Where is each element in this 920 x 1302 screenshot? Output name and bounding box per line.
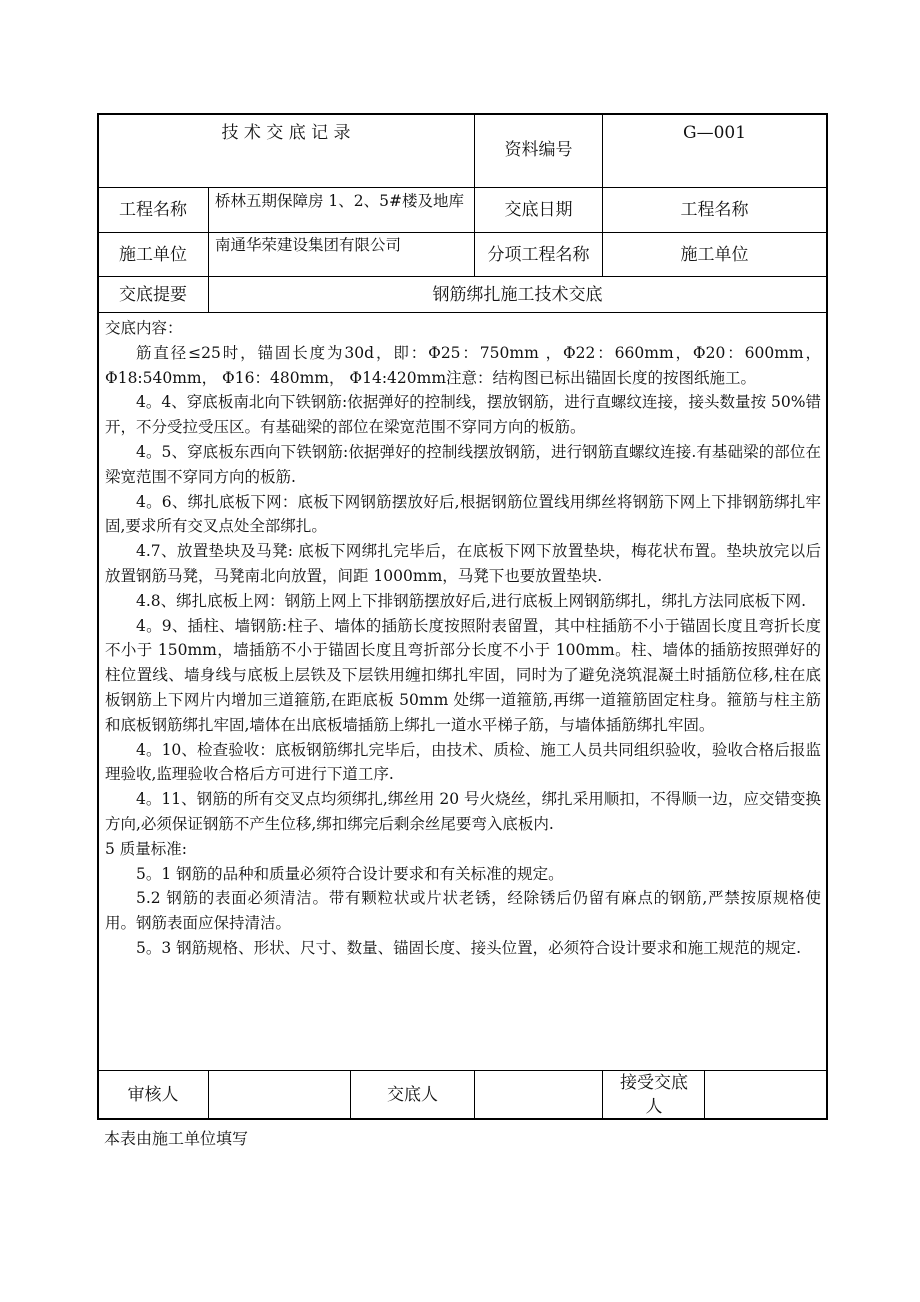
discloser-label: 交底人 (387, 1084, 438, 1105)
content-paragraph: 筋直径≤25时，锚固长度为30d，即：Φ25：750mm ，Φ22：660mm，Φ20：600mm，Φ18:540mm， Φ16：480mm， Φ14:420mm注意：结构图已标出锚固长度的按图纸施工。 (105, 343, 821, 387)
subproject-value: 施工单位 (680, 244, 749, 265)
unit-value: 南通华荣建设集团有限公司 (215, 236, 402, 254)
subproject-label: 分项工程名称 (487, 244, 590, 265)
table-border-right (826, 113, 828, 1120)
project-name-label: 工程名称 (119, 200, 187, 220)
table-border-bottom (97, 1118, 828, 1120)
quality-paragraph: 5。1 钢筋的品种和质量必须符合设计要求和有关标准的规定。 (136, 864, 564, 883)
unit-label: 施工单位 (119, 244, 187, 265)
receiver-label: 接受交底人 (620, 1072, 688, 1117)
row-divider (97, 312, 828, 313)
disclosure-content (105, 316, 821, 961)
summary-label: 交底提要 (119, 284, 187, 305)
quality-heading: 5 质量标准: (105, 839, 188, 858)
table-border-top (97, 113, 828, 115)
quality-paragraph: 5.2 钢筋的表面必须清洁。带有颗粒状或片状老锈，经除锈后仍留有麻点的钢筋,严禁按原规格使用。钢筋表面应保持清洁。 (105, 889, 821, 933)
content-paragraph: 4。11、钢筋的所有交叉点均须绑扎,绑丝用 20 号火烧丝，绑扎采用顺扣，不得顺一边，应交错变换方向,必须保证钢筋不产生位移,绑扣绑完后剩余丝尾要弯入底板内. (105, 790, 821, 833)
quality-paragraph: 5。3 钢筋规格、形状、尺寸、数量、锚固长度、接头位置，必须符合设计要求和施工规范的规定. (136, 938, 802, 957)
content-heading: 交底内容： (105, 319, 183, 337)
form-title: 技 术 交 底 记 录 (221, 123, 351, 143)
doc-no-value: G—001 (682, 123, 747, 143)
content-paragraph: 4。9、插柱、墙钢筋:柱子、墙体的插筋长度按照附表留置，其中柱插筋不小于锚固长度且弯折长度不小于 150mm，墙插筋不小于锚固长度且弯折部分长度不小于 100mm。柱、墙体的插筋按照弹好的柱位置线、墙身线与底板上层铁及下层铁用缠扣绑扎牢固，同时为了避免浇筑混凝土时插筋位移,柱在底板钢筋上下网片内增加三道箍筋,在距底板 50mm 处绑一道箍筋,再绑一道箍筋固定柱身。箍筋与柱主筋和底板钢筋绑扎牢固,墙体在出底板墙插筋上绑扎一道水平梯子筋，与墙体插筋绑扎牢固。 (105, 616, 821, 734)
content-paragraph: 4.7、放置垫块及马凳: 底板下网绑扎完毕后，在底板下网下放置垫块，梅花状布置。垫块放完以后放置钢筋马凳，马凳南北向放置，间距 1000mm，马凳下也要放置垫块. (105, 542, 821, 585)
content-paragraph: 4.8、绑扎底板上网：钢筋上网上下排钢筋摆放好后,进行底板上网钢筋绑扎，绑扎方法同底板下网. (136, 591, 807, 610)
discloser-signature-field[interactable] (475, 1071, 602, 1118)
receiver-signature-field[interactable] (705, 1071, 826, 1118)
doc-no-label: 资料编号 (504, 140, 573, 160)
project-name-value: 桥林五期保障房 1、2、5#楼及地库 (215, 192, 465, 210)
content-paragraph: 4。5、穿底板东西向下铁钢筋:依据弹好的控制线摆放钢筋，进行钢筋直螺纹连接.有基础梁的部位在梁宽范围不穿同方向的板筋. (105, 442, 821, 486)
footer-note: 本表由施工单位填写 (104, 1129, 249, 1148)
date-value: 工程名称 (680, 200, 749, 220)
content-paragraph: 4。10、检查验收：底板钢筋绑扎完毕后，由技术、质检、施工人员共同组织验收，验收合格后报监理验收,监理验收合格后方可进行下道工序. (105, 740, 821, 784)
reviewer-label: 审核人 (127, 1084, 179, 1105)
col-divider (602, 1070, 603, 1119)
date-label: 交底日期 (504, 200, 573, 220)
reviewer-signature-field[interactable] (209, 1071, 350, 1118)
summary-value: 钢筋绑扎施工技术交底 (432, 284, 603, 305)
content-paragraph: 4。4、穿底板南北向下铁钢筋:依据弹好的控制线，摆放钢筋，进行直螺纹连接，接头数量按 50%错开，不分受拉受压区。有基础梁的部位在梁宽范围不穿同方向的板筋。 (105, 393, 821, 437)
content-paragraph: 4。6、绑扎底板下网：底板下网钢筋摆放好后,根据钢筋位置线用绑丝将钢筋下网上下排钢筋绑扎牢固,要求所有交叉点处全部绑扎。 (105, 492, 821, 536)
